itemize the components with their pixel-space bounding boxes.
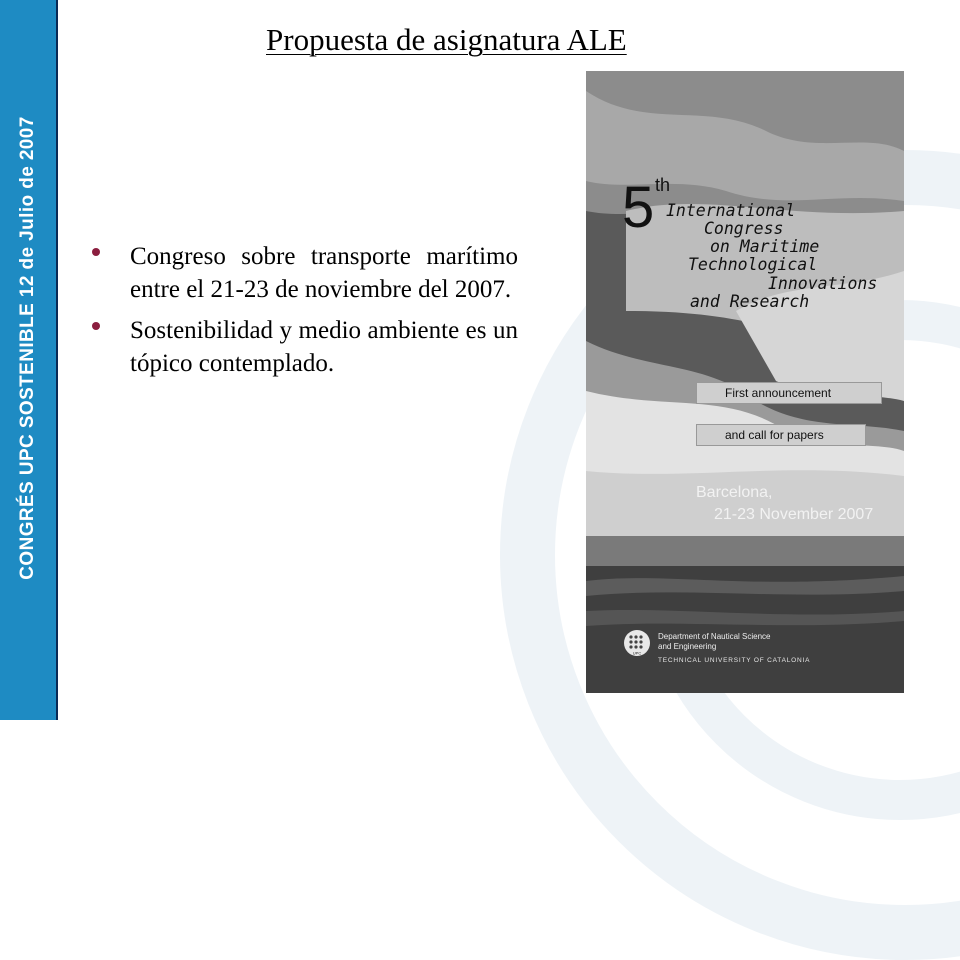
upc-logo-icon: [624, 630, 650, 656]
bullet-text: Sostenibilidad y medio ambiente es un tópico contemplado.: [130, 317, 518, 377]
poster-department-line2: and Engineering: [658, 642, 717, 651]
poster-heading-line: on Maritime: [710, 237, 820, 256]
poster-edition-number: 5: [622, 175, 655, 240]
bullet-text: Congreso sobre transporte marítimo entre el 21-23 de noviembre del 2007.: [130, 243, 518, 303]
bullet-icon: [92, 322, 100, 330]
sidebar-edge: [56, 0, 58, 720]
poster-city: Barcelona,: [696, 484, 773, 501]
upc-logo-text: UPC: [632, 650, 642, 656]
congress-poster-image: [586, 71, 904, 693]
poster-heading-line: Congress: [704, 219, 784, 238]
poster-department-line1: Department of Nautical Science: [658, 632, 771, 641]
list-item: [88, 314, 518, 380]
poster-announcement-box: First announcement: [696, 382, 882, 404]
poster-heading-line: International: [666, 201, 796, 220]
poster-dates: 21-23 November 2007: [714, 506, 874, 523]
bullet-list: [88, 240, 518, 388]
poster-university: TECHNICAL UNIVERSITY OF CATALONIA: [658, 657, 811, 664]
poster-department: [658, 632, 771, 652]
poster-heading-line: Innovations: [768, 274, 878, 293]
poster-edition-ordinal: th: [655, 175, 671, 195]
sidebar-caption: CONGRÉS UPC SOSTENIBLE 12 de Julio de 2007: [17, 116, 38, 580]
poster-call-box: and call for papers: [696, 424, 866, 446]
page-title: Propuesta de asignatura ALE: [266, 22, 627, 57]
list-item: [88, 240, 518, 306]
poster-heading-line: Technological: [688, 255, 818, 274]
poster-heading-line: and Research: [690, 292, 810, 311]
bullet-icon: [92, 248, 100, 256]
